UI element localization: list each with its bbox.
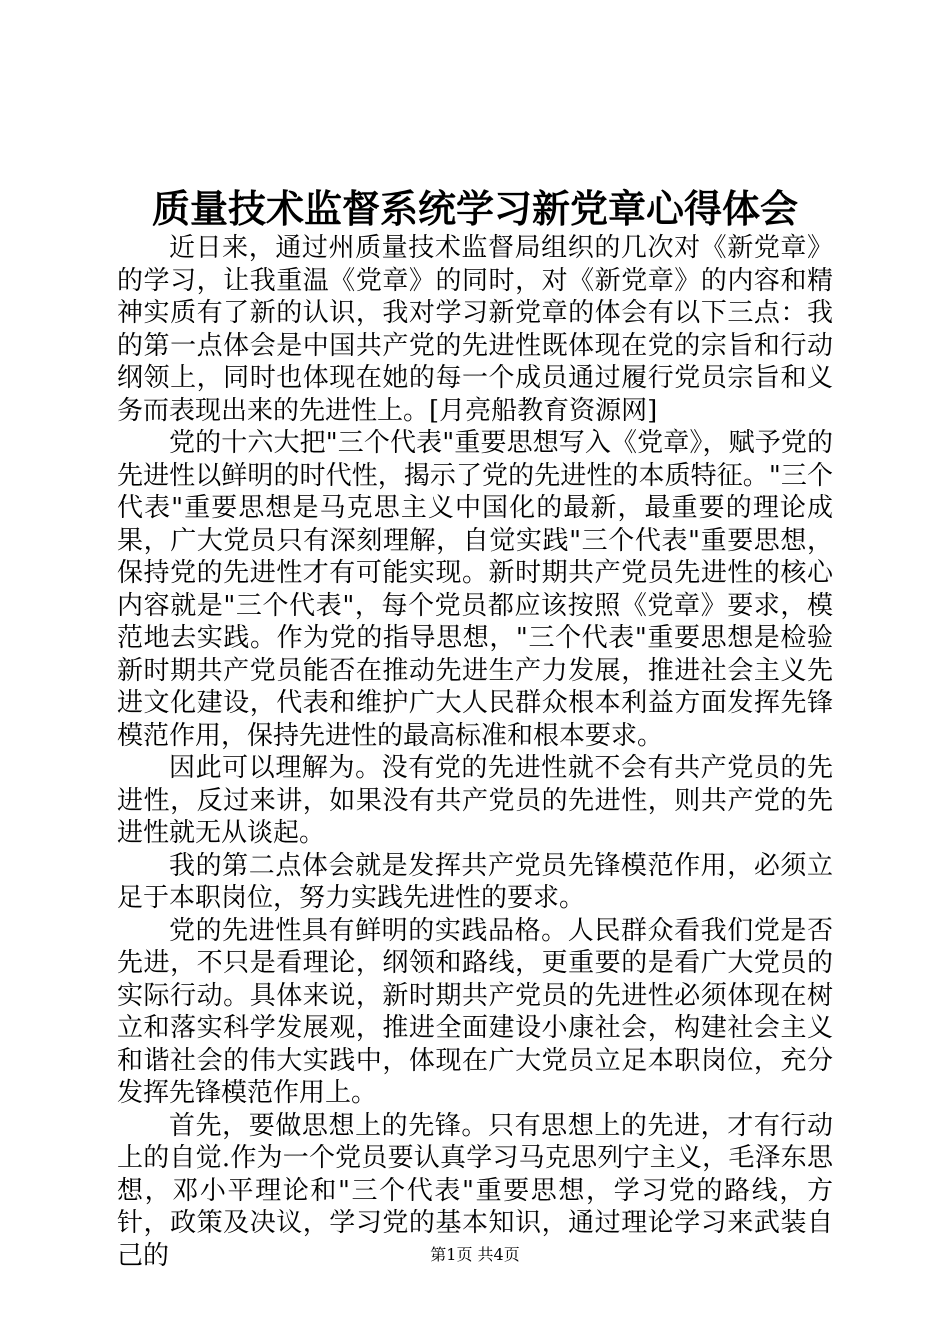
paragraph-6: 首先，要做思想上的先锋。只有思想上的先进，才有行动上的自觉.作为一个党员要认真学习马克思列宁主义，毛泽东思想，邓小平理论和"三个代表"重要思想，学习党的路线，方针，政策及决议，学习党的基本知识，通过理论学习来武装自己的 [117, 1110, 833, 1271]
paragraph-1: 近日来，通过州质量技术监督局组织的几次对《新党章》的学习，让我重温《党章》的同时，对《新党章》的内容和精神实质有了新的认识，我对学习新党章的体会有以下三点：我的第一点体会是中国共产党的先进性既体现在党的宗旨和行动纲领上，同时也体现在她的每一个成员通过履行党员宗旨和义务而表现出来的先进性上。[月亮船教育资源网] [117, 233, 833, 426]
paragraph-2: 党的十六大把"三个代表"重要思想写入《党章》，赋予党的先进性以鲜明的时代性，揭示了党的先进性的本质特征。"三个代表"重要思想是马克思主义中国化的最新，最重要的理论成果，广大党员只有深刻理解，自觉实践"三个代表"重要思想，保持党的先进性才有可能实现。新时期共产党员先进性的核心内容就是"三个代表"，每个党员都应该按照《党章》要求，模范地去实践。作为党的指导思想，"三个代表"重要思想是检验新时期共产党员能否在推动先进生产力发展，推进社会主义先进文化建设，代表和维护广大人民群众根本利益方面发挥先锋模范作用，保持先进性的最高标准和根本要求。 [117, 428, 833, 751]
document-body [117, 232, 833, 1272]
paragraph-4: 我的第二点体会就是发挥共产党员先锋模范作用，必须立足于本职岗位，努力实践先进性的要求。 [117, 850, 833, 913]
document-title: 质量技术监督系统学习新党章心得体会 [151, 186, 798, 231]
paragraph-5: 党的先进性具有鲜明的实践品格。人民群众看我们党是否先进，不只是看理论，纲领和路线，更重要的是看广大党员的实际行动。具体来说，新时期共产党员的先进性必须体现在树立和落实科学发展观，推进全面建设小康社会，构建社会主义和谐社会的伟大实践中，体现在广大党员立足本职岗位，充分发挥先锋模范作用上。 [117, 915, 833, 1108]
page-footer: 第1页 共4页 [430, 1245, 520, 1264]
paragraph-3: 因此可以理解为。没有党的先进性就不会有共产党员的先进性，反过来讲，如果没有共产党员的先进性，则共产党的先进性就无从谈起。 [117, 753, 833, 848]
